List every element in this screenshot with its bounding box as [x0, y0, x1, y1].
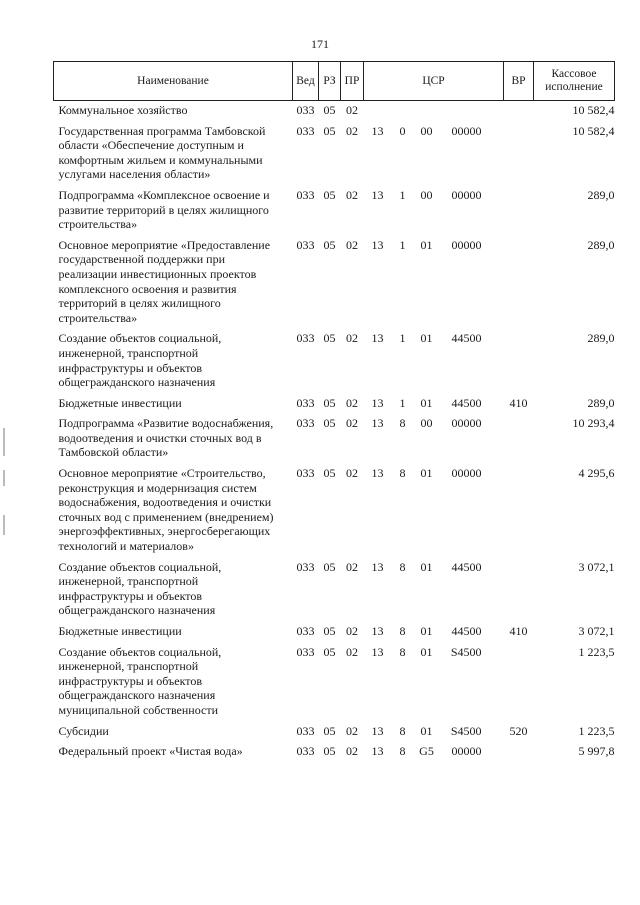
row-pr: 02: [346, 416, 358, 431]
csr-part-1: 13: [371, 744, 384, 759]
csr-part-2: 1: [399, 395, 406, 410]
row-csr: [364, 101, 504, 122]
row-name: Основное мероприятие «Строительство, реконструкция и модернизация систем водоснабжения, водоотведения и очистки сточных вод с применением (внедрением) энергоэффективных, энергосберегающих технологий и материалов»: [58, 466, 274, 554]
table-row: [54, 558, 615, 622]
row-ved: 033: [296, 103, 315, 117]
row-rz: 05: [323, 559, 336, 574]
csr-part-1: 13: [371, 624, 384, 638]
header-name: Наименование: [54, 62, 293, 101]
csr-part-4: 44500: [451, 331, 482, 346]
header-amount: Кассовое исполнение: [534, 62, 615, 101]
csr-part-3: 01: [420, 723, 433, 738]
scan-edge-mark: [3, 428, 5, 456]
row-rz: 05: [323, 644, 336, 659]
row-rz: 05: [323, 103, 336, 117]
row-vr: [504, 414, 534, 464]
row-ved: 033: [296, 723, 315, 738]
row-rz: 05: [323, 237, 336, 252]
csr-part-2: 8: [399, 644, 406, 659]
csr-part-4: 00000: [451, 416, 482, 431]
row-amount: 4 295,6: [578, 466, 615, 481]
row-pr: 02: [346, 187, 358, 202]
row-ved: 033: [296, 744, 315, 759]
csr-part-1: 13: [371, 644, 384, 659]
csr-part-2: 1: [399, 331, 406, 346]
row-vr: [504, 329, 534, 393]
row-vr: [504, 558, 534, 622]
row-vr: 520: [509, 723, 528, 738]
row-pr: 02: [346, 559, 358, 574]
row-ved: 033: [296, 559, 315, 574]
row-csr: [364, 394, 504, 415]
row-amount: 1 223,5: [578, 644, 615, 659]
csr-part-3: G5: [419, 744, 434, 759]
row-csr: [364, 558, 504, 622]
row-vr: [504, 186, 534, 236]
csr-part-3: 00: [420, 416, 433, 431]
row-rz: 05: [323, 395, 336, 410]
header-rz: РЗ: [319, 62, 341, 101]
csr-part-1: 13: [371, 237, 384, 252]
row-ved: 033: [296, 624, 315, 638]
row-name: Коммунальное хозяйство: [58, 103, 188, 117]
csr-part-2: 8: [399, 416, 406, 431]
row-rz: 05: [323, 466, 336, 481]
csr-part-3: 01: [420, 624, 433, 638]
table-row: [54, 722, 615, 743]
row-name: Субсидии: [58, 723, 109, 738]
table-row: [54, 464, 615, 558]
table-row: [54, 414, 615, 464]
row-vr: [504, 236, 534, 330]
table-row: [54, 329, 615, 393]
row-pr: 02: [346, 395, 358, 410]
row-name: Подпрограмма «Развитие водоснабжения, водоотведения и очистки сточных вод в Тамбовской области»: [58, 416, 274, 460]
table-row: [54, 236, 615, 330]
row-rz: 05: [323, 123, 336, 138]
csr-part-4: 00000: [451, 237, 482, 252]
row-name: Создание объектов социальной, инженерной, транспортной инфраструктуры и объектов общегражданского назначения: [58, 559, 222, 618]
csr-part-4: 00000: [451, 466, 482, 481]
row-amount: 10 582,4: [572, 103, 615, 117]
csr-part-1: 13: [371, 416, 384, 431]
csr-part-2: 1: [399, 237, 406, 252]
row-pr: 02: [346, 123, 358, 138]
row-vr: [504, 742, 534, 763]
row-vr: [504, 122, 534, 186]
page-number: 171: [311, 37, 329, 51]
csr-part-3: 01: [420, 331, 433, 346]
csr-part-4: 00000: [451, 123, 482, 138]
row-vr: [504, 464, 534, 558]
csr-part-2: 1: [399, 187, 406, 202]
csr-part-3: 01: [420, 644, 433, 659]
csr-part-2: 8: [399, 744, 406, 759]
row-amount: 1 223,5: [578, 723, 615, 738]
csr-part-4: 44500: [451, 624, 482, 638]
csr-part-1: 13: [371, 123, 384, 138]
row-amount: 289,0: [587, 331, 615, 346]
scan-edge-mark: [3, 470, 5, 486]
csr-part-4: S4500: [450, 644, 482, 659]
row-pr: 02: [346, 466, 358, 481]
row-name: Создание объектов социальной, инженерной, транспортной инфраструктуры и объектов общегражданского назначения: [58, 331, 222, 390]
row-rz: 05: [323, 744, 336, 759]
row-pr: 02: [346, 331, 358, 346]
csr-part-3: 01: [420, 395, 433, 410]
csr-part-3: 00: [420, 123, 433, 138]
row-amount: 3 072,1: [578, 624, 615, 638]
row-amount: 289,0: [587, 395, 615, 410]
row-ved: 033: [296, 416, 315, 431]
csr-part-2: 8: [399, 624, 406, 638]
row-csr: [364, 742, 504, 763]
header-csr: ЦСР: [364, 62, 504, 101]
csr-part-3: 00: [420, 187, 433, 202]
row-csr: [364, 236, 504, 330]
row-pr: 02: [346, 237, 358, 252]
row-vr: 410: [509, 624, 528, 638]
row-amount: 289,0: [587, 237, 615, 252]
header-pr: ПР: [341, 62, 364, 101]
table-row: [54, 394, 615, 415]
row-csr: [364, 464, 504, 558]
scan-edge-mark: [3, 515, 5, 535]
row-amount: 3 072,1: [578, 559, 615, 574]
csr-part-4: 00000: [451, 744, 482, 759]
row-rz: 05: [323, 624, 336, 638]
row-name: Федеральный проект «Чистая вода»: [58, 744, 243, 759]
csr-part-1: 13: [371, 466, 384, 481]
row-csr: [364, 122, 504, 186]
csr-part-3: 01: [420, 466, 433, 481]
row-pr: 02: [346, 723, 358, 738]
row-csr: [364, 643, 504, 722]
row-ved: 033: [296, 331, 315, 346]
table-row: [54, 122, 615, 186]
row-rz: 05: [323, 416, 336, 431]
row-pr: 02: [346, 744, 358, 759]
table-row: [54, 643, 615, 722]
row-name: Бюджетные инвестиции: [58, 395, 182, 410]
csr-part-3: 01: [420, 559, 433, 574]
csr-part-4: 00000: [451, 187, 482, 202]
row-csr: [364, 722, 504, 743]
csr-part-3: 01: [420, 237, 433, 252]
table-row: [54, 622, 615, 643]
table-body: [54, 101, 615, 763]
row-name: Бюджетные инвестиции: [58, 624, 182, 638]
table-header-row: [54, 62, 615, 101]
row-pr: 02: [346, 103, 358, 117]
csr-part-1: 13: [371, 331, 384, 346]
table-row: [54, 101, 615, 122]
row-ved: 033: [296, 123, 315, 138]
row-rz: 05: [323, 331, 336, 346]
row-ved: 033: [296, 237, 315, 252]
budget-execution-table: [53, 61, 615, 763]
row-vr: [504, 101, 534, 122]
csr-part-2: 8: [399, 559, 406, 574]
row-pr: 02: [346, 644, 358, 659]
row-ved: 033: [296, 644, 315, 659]
csr-part-2: 0: [399, 123, 406, 138]
row-name: Подпрограмма «Комплексное освоение и развитие территорий в целях жилищного строительства»: [58, 187, 270, 232]
row-csr: [364, 622, 504, 643]
table-row: [54, 742, 615, 763]
table-row: [54, 186, 615, 236]
row-csr: [364, 186, 504, 236]
row-ved: 033: [296, 187, 315, 202]
csr-part-4: 44500: [451, 559, 482, 574]
header-ved: Вед: [293, 62, 319, 101]
row-csr: [364, 329, 504, 393]
csr-part-1: 13: [371, 187, 384, 202]
csr-part-1: 13: [371, 723, 384, 738]
header-vr: ВР: [504, 62, 534, 101]
csr-part-1: 13: [371, 395, 384, 410]
row-name: Создание объектов социальной, инженерной, транспортной инфраструктуры и объектов общегражданского назначения муниципальной собственности: [58, 644, 222, 717]
row-ved: 033: [296, 466, 315, 481]
row-amount: 289,0: [587, 187, 615, 202]
row-amount: 10 582,4: [572, 123, 615, 138]
csr-part-4: S4500: [450, 723, 482, 738]
row-name: Государственная программа Тамбовской области «Обеспечение доступным и комфортным жильем и коммунальными услугами населения области»: [58, 123, 266, 182]
row-ved: 033: [296, 395, 315, 410]
csr-part-4: 44500: [451, 395, 482, 410]
row-amount: 5 997,8: [578, 744, 615, 759]
row-pr: 02: [346, 624, 358, 638]
row-amount: 10 293,4: [572, 416, 615, 431]
row-vr: 410: [509, 395, 528, 410]
csr-part-1: 13: [371, 559, 384, 574]
row-csr: [364, 414, 504, 464]
row-name: Основное мероприятие «Предоставление государственной поддержки при реализации инвестиционных проектов комплексного освоения и развития территорий в целях жилищного строительства»: [58, 237, 271, 325]
csr-part-2: 8: [399, 466, 406, 481]
row-vr: [504, 643, 534, 722]
csr-part-2: 8: [399, 723, 406, 738]
row-rz: 05: [323, 187, 336, 202]
row-rz: 05: [323, 723, 336, 738]
